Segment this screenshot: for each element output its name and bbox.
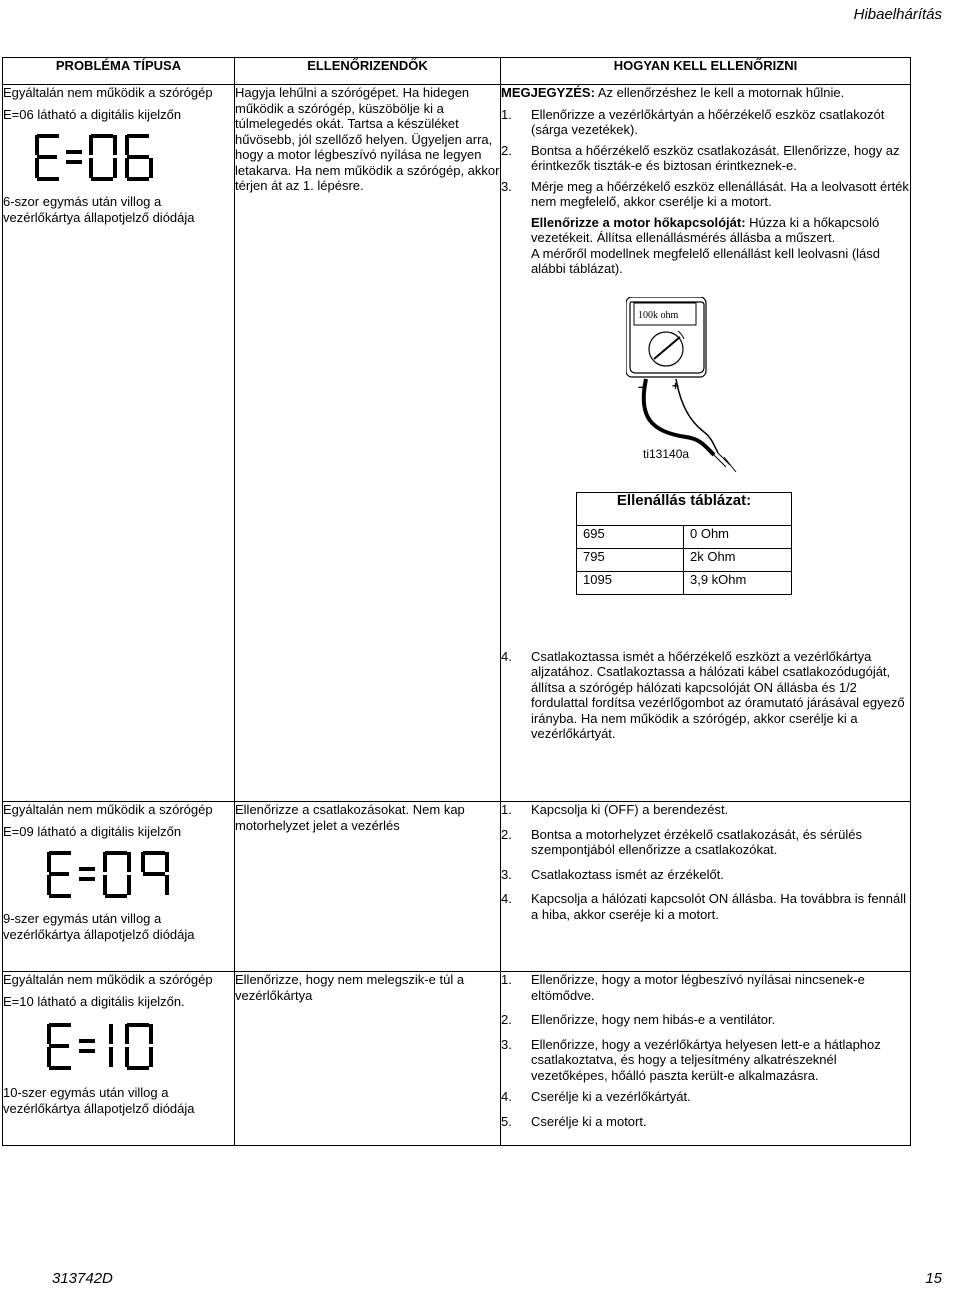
digital-display-e10 bbox=[3, 1019, 183, 1075]
table-row bbox=[3, 802, 911, 972]
problem-code-text: E=10 látható a digitális kijelzőn. bbox=[3, 993, 185, 1009]
model-paragraph: A mérőről modellnek megfelelő ellenállást kell leolvasni (lásd alábbi táblázat). bbox=[531, 245, 881, 276]
blink-note: 6-szor egymás után villog a vezérlőkártya állapotjelző diódája bbox=[3, 194, 195, 225]
problem-cell bbox=[3, 85, 235, 802]
problem-title: Egyáltalán nem működik a szórógép bbox=[3, 85, 213, 100]
troubleshooting-table bbox=[2, 57, 911, 1146]
step-list bbox=[501, 649, 910, 742]
list-item: 1. Ellenőrizze a vezérlőkártyán a hőérzékelő eszköz csatlakozót (sárga vezetékek). bbox=[501, 106, 885, 137]
digital-display-e06 bbox=[3, 132, 163, 184]
list-item: 4. Cserélje ki a vezérlőkártyát. bbox=[501, 1089, 691, 1104]
section-title: Hibaelhárítás bbox=[853, 6, 942, 23]
resistance-table-title: Ellenállás táblázat: bbox=[577, 492, 792, 525]
minus-terminal-label: – bbox=[638, 378, 646, 394]
blink-note: 10-szer egymás után villog a vezérlőkártya állapotjelző diódája bbox=[3, 1085, 195, 1116]
list-item: 4. Kapcsolja a hálózati kapcsolót ON állásba. Ha továbbra is fennáll a hiba, akkor cseréje ki a motort. bbox=[501, 891, 907, 922]
check-text: Ellenőrizze, hogy nem melegszik-e túl a vezérlőkártya bbox=[235, 972, 465, 1003]
problem-title: Egyáltalán nem működik a szórógép bbox=[3, 802, 213, 817]
note: MEGJEGYZÉS: Az ellenőrzéshez le kell a motornak hűlnie. bbox=[501, 85, 845, 100]
page-number: 15 bbox=[925, 1270, 942, 1287]
blink-note: 9-szer egymás után villog a vezérlőkártya állapotjelző diódája bbox=[3, 911, 195, 942]
how-cell bbox=[501, 802, 911, 972]
table-row bbox=[3, 85, 911, 802]
problem-cell bbox=[3, 802, 235, 972]
list-item: 3. Mérje meg a hőérzékelő eszköz ellenállását. Ha a leolvasott érték nem megfelelő, akkor cserélje ki a motort. bbox=[501, 178, 909, 209]
step-list bbox=[501, 802, 910, 922]
how-cell bbox=[501, 85, 911, 802]
digital-display-e09 bbox=[3, 849, 183, 901]
column-header-how: HOGYAN KELL ELLENŐRIZNI bbox=[501, 58, 911, 85]
list-item: 1. Kapcsolja ki (OFF) a berendezést. bbox=[501, 802, 729, 817]
meter-display-text: 100k ohm bbox=[638, 309, 679, 321]
check-cell bbox=[235, 85, 501, 802]
plus-terminal-label: + bbox=[672, 378, 680, 393]
resistance-table bbox=[576, 492, 792, 595]
figure-id: ti13140a bbox=[643, 446, 690, 461]
list-item: 2. Bontsa a hőérzékelő eszköz csatlakozását. Ellenőrizze, hogy az érintkezők tiszták-e és biztosan érintkeznek-e. bbox=[501, 142, 900, 173]
list-item: 2. Ellenőrizze, hogy nem hibás-e a ventilátor. bbox=[501, 1012, 776, 1027]
problem-title: Egyáltalán nem működik a szórógép bbox=[3, 972, 213, 987]
problem-code-text: E=09 látható a digitális kijelzőn bbox=[3, 823, 182, 839]
list-item: 4. Csatlakoztassa ismét a hőérzékelő eszközt a vezérlőkártya aljzatához. Csatlakoztassa a hálózati kábel csatlakozódugóját, állítsa a szórógép hálózati kapcsolóját ON állásba és 1/2 fordulattal fordítsa vezérlőgombot az óramutató járásával egyező irányba. Ha nem működik a szórógép, akkor cserélje ki a vezérlőkártyát. bbox=[501, 648, 905, 741]
check-text: Hagyja lehűlni a szórógépet. Ha hidegen működik a szórógép, küszöbölje ki a túlmelegedés okát. Tartsa a készüléket hűvösebb, jól szellőző helyen. Ügyeljen arra, hogy a motor légbeszívó nyílása ne legyen letakarva. Ha nem működik a szórógép, akkor térjen át az 1. lépésre. bbox=[235, 85, 500, 193]
check-cell bbox=[235, 972, 501, 1146]
check-text: Ellenőrizze a csatlakozásokat. Nem kap motorhelyzet jelet a vezérlés bbox=[235, 802, 465, 833]
column-header-problem: PROBLÉMA TÍPUSA bbox=[3, 58, 235, 85]
check-cell bbox=[235, 802, 501, 972]
table-row bbox=[3, 972, 911, 1146]
list-item: 5. Cserélje ki a motort. bbox=[501, 1113, 647, 1129]
problem-cell bbox=[3, 972, 235, 1146]
table-row: 695 0 Ohm bbox=[577, 525, 792, 548]
column-header-check: ELLENŐRIZENDŐK bbox=[235, 58, 501, 85]
table-row: 795 2k Ohm bbox=[577, 548, 792, 571]
list-item: 3. Ellenőrizze, hogy a vezérlőkártya helyesen lett-e a hátlaphoz csatlakoztatva, és hogy a teljesítmény alkatrészeknél vezetőképes, hőálló paszta került-e alkalmazásra. bbox=[501, 1036, 881, 1083]
problem-code-text: E=06 látható a digitális kijelzőn bbox=[3, 106, 182, 122]
step-list bbox=[501, 972, 910, 1129]
list-item: 2. Bontsa a motorhelyzet érzékelő csatlakozását, és sérülés szempontjából ellenőrizze a csatlakozókat. bbox=[501, 826, 862, 857]
list-item: 1. Ellenőrizze, hogy a motor légbeszívó nyílásai nincsenek-e eltömődve. bbox=[501, 972, 865, 1003]
list-item: 3. Csatlakoztass ismét az érzékelőt. bbox=[501, 866, 724, 882]
how-cell bbox=[501, 972, 911, 1146]
step-list bbox=[501, 107, 910, 210]
document-number: 313742D bbox=[52, 1270, 113, 1287]
table-row: 1095 3,9 kOhm bbox=[577, 571, 792, 594]
meter-figure bbox=[501, 277, 910, 649]
thermo-switch-paragraph: Ellenőrizze a motor hőkapcsolóját: Húzza ki a hőkapcsoló vezetékeit. Állítsa ellenállásmérés állásba a műszert. bbox=[531, 214, 880, 245]
